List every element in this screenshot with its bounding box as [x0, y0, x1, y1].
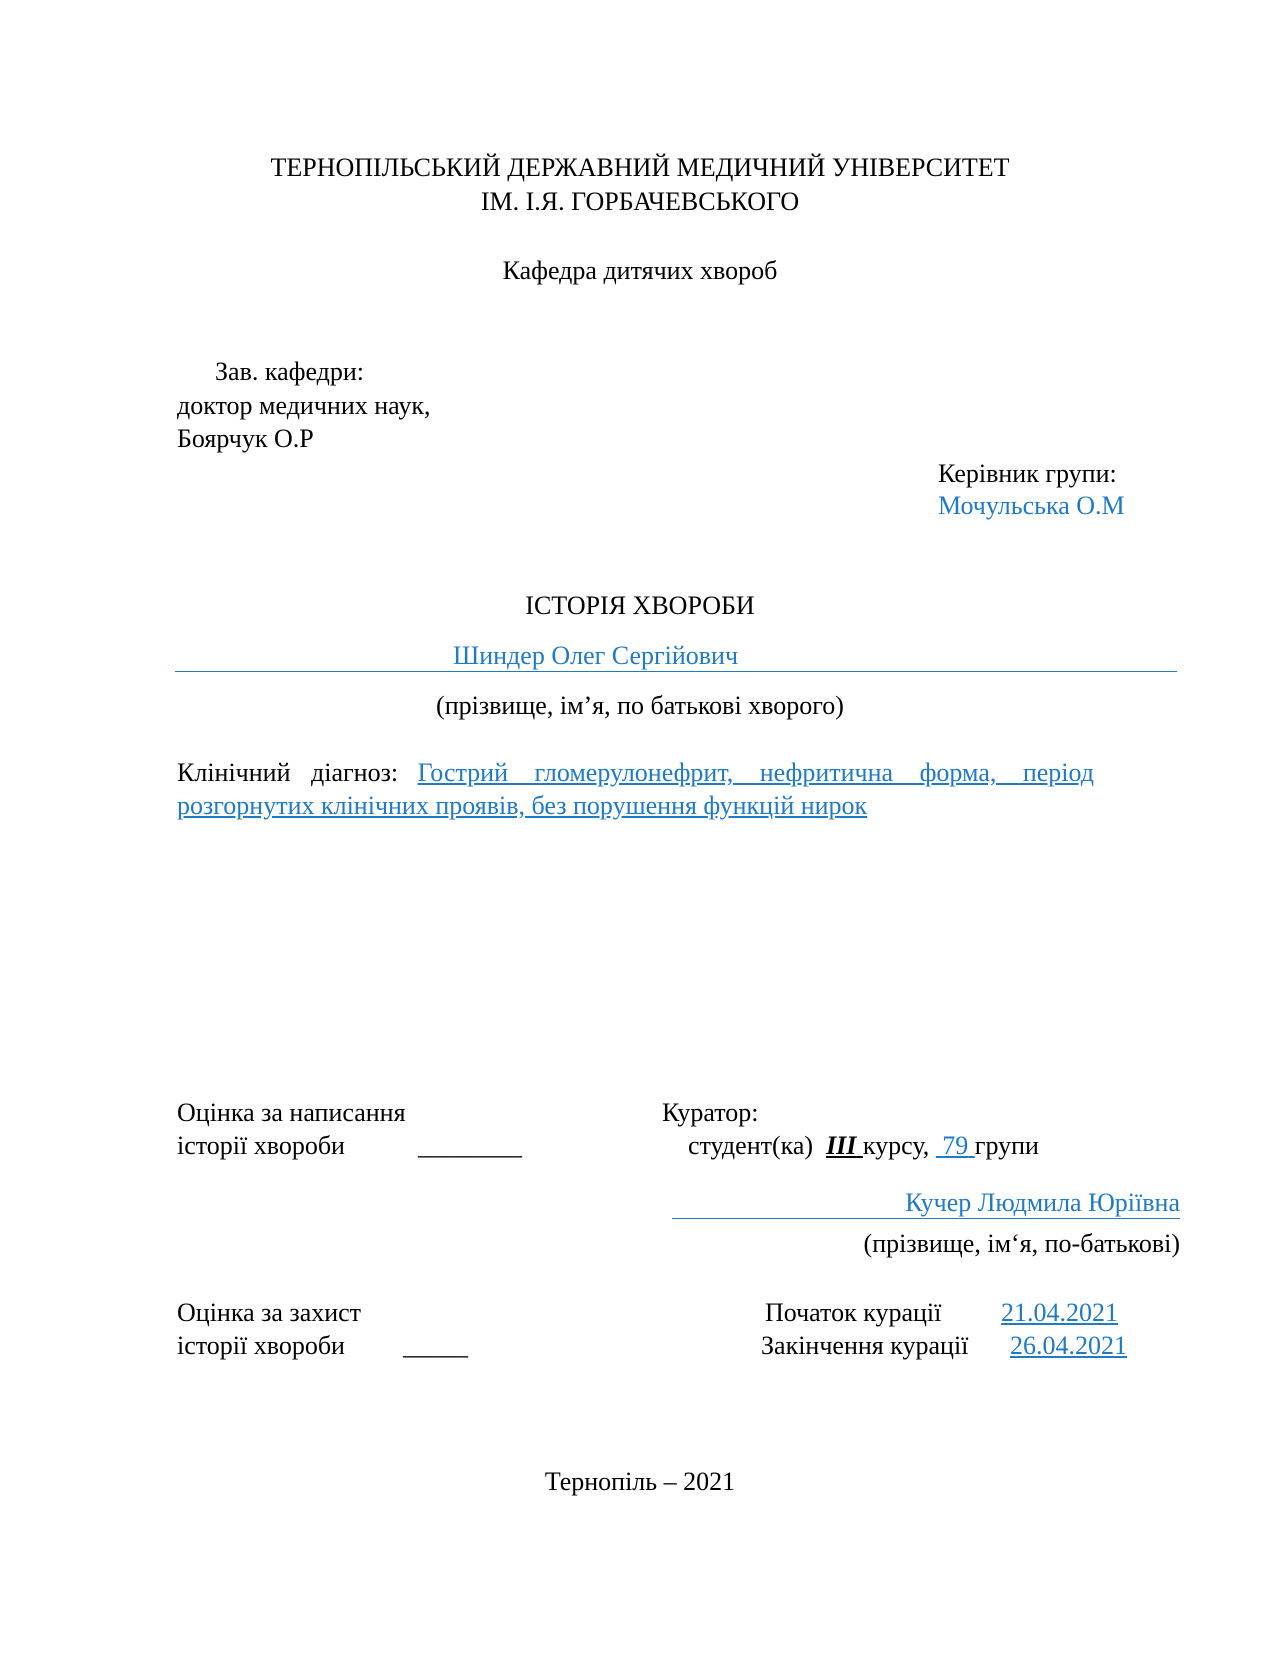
- patient-name-caption: (прізвище, ім’я, по батькові хворого): [436, 691, 844, 720]
- diagnosis-label: Клінічний діагноз:: [177, 758, 399, 787]
- clinical-diagnosis: [177, 756, 1180, 822]
- patient-name: Шиндер Олег Сергійович: [453, 641, 739, 670]
- grade-writing-line1: Оцінка за написання: [177, 1098, 406, 1127]
- department-name: Кафедра дитячих хвороб: [502, 256, 778, 285]
- student-prefix: студент(ка): [688, 1131, 814, 1160]
- curation-start-label: Початок курації: [765, 1298, 942, 1327]
- patient-name-line: [175, 640, 1177, 672]
- curator-name-line: [672, 1187, 1180, 1219]
- grade-writing-blank: ________: [418, 1131, 522, 1160]
- head-of-department-name: Боярчук О.Р: [177, 424, 314, 453]
- document-title: ІСТОРІЯ ХВОРОБИ: [525, 591, 755, 620]
- curation-start-date: 21.04.2021: [1001, 1298, 1118, 1327]
- diagnosis-value-line1: Гострий гломерулонефрит, нефритична форма, період: [417, 758, 1095, 787]
- group-leader-name: Мочульська О.М: [938, 491, 1125, 520]
- head-of-department-degree: доктор медичних наук,: [177, 391, 431, 420]
- grade-defense-blank: _____: [403, 1331, 468, 1360]
- course-number: ІІІ: [826, 1131, 857, 1160]
- head-of-department-title: Зав. кафедри:: [215, 357, 365, 386]
- university-name-line2: ІМ. І.Я. ГОРБАЧЕВСЬКОГО: [480, 187, 800, 216]
- group-number-wrap: [936, 1131, 975, 1160]
- grade-writing-line2: історії хвороби: [177, 1131, 345, 1160]
- university-name-line1: ТЕРНОПІЛЬСЬКИЙ ДЕРЖАВНИЙ МЕДИЧНИЙ УНІВЕРСИТЕТ: [270, 153, 1010, 182]
- curator-title: Куратор:: [662, 1098, 759, 1127]
- grade-defense-line1: Оцінка за захист: [177, 1298, 362, 1327]
- diagnosis-value-line2: розгорнутих клінічних проявів, без порушення функцій нирок: [177, 791, 868, 820]
- curator-name-caption: (прізвище, ім‘я, по-батькові): [863, 1229, 1180, 1258]
- course-suffix: курсу,: [862, 1131, 930, 1160]
- group-number: 79: [942, 1131, 969, 1160]
- city-year: Тернопіль – 2021: [544, 1467, 736, 1496]
- curator-name: Кучер Людмила Юріївна: [905, 1188, 1180, 1217]
- curation-end-label: Закінчення курації: [761, 1331, 969, 1360]
- curator-student-line: [688, 1130, 1039, 1162]
- grade-defense-line2: історії хвороби: [177, 1331, 345, 1360]
- group-leader-title: Керівник групи:: [938, 459, 1117, 488]
- curation-end-date: 26.04.2021: [1010, 1331, 1127, 1360]
- group-suffix: групи: [974, 1131, 1039, 1160]
